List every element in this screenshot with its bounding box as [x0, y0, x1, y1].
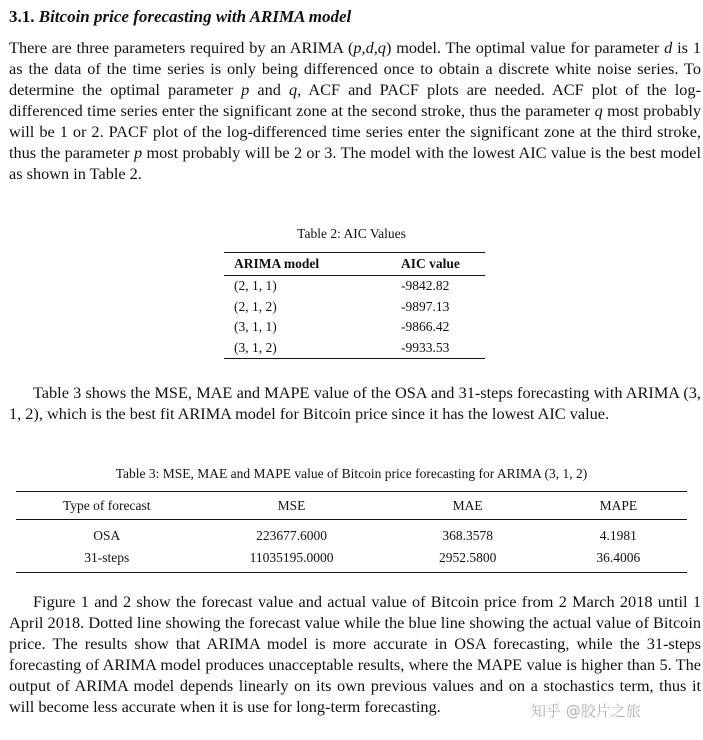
header-arima-model: ARIMA model	[234, 256, 320, 271]
table-row	[224, 297, 485, 318]
cell-model: (3, 1, 1)	[234, 319, 277, 335]
cell-mae: 368.3578	[442, 528, 493, 543]
cell-model: (2, 1, 2)	[234, 298, 277, 314]
p1-params: p,d,q	[353, 38, 386, 57]
cell-mse: 11035195.0000	[249, 550, 334, 565]
table-row	[16, 547, 687, 573]
paragraph-parameters	[9, 37, 701, 184]
p1-text-f: most probably will be 1 or 2. PACF plot of the log-differenced time series enter the significant zone at the third stroke, thus the parameter	[9, 101, 701, 162]
table-row	[224, 317, 485, 338]
section-heading	[9, 6, 351, 28]
paragraph-table3-intro: Table 3 shows the MSE, MAE and MAPE value of the OSA and 31-steps forecasting with ARIMA (3, 1, 2), which is the best fit ARIMA model for Bitcoin price since it has the lowest AIC value.	[9, 383, 701, 423]
p1-text-and: and	[249, 80, 289, 99]
cell-aic: -9897.13	[401, 298, 450, 314]
cell-mse: 223677.6000	[256, 528, 327, 543]
table-error-metrics	[16, 491, 687, 573]
p1-text-c: is 1 as the data of the time series is only being differenced once to obtain a discrete white noise series. To determine the optimal parameter	[9, 38, 701, 99]
table-aic-values	[224, 252, 485, 359]
header-mae: MAE	[452, 497, 483, 513]
header-mape: MAPE	[599, 497, 638, 513]
p1-text-a: There are three parameters required by an ARIMA (	[9, 38, 354, 57]
table-header-row	[224, 253, 485, 276]
table-row	[224, 338, 485, 359]
table3-caption: Table 3: MSE, MAE and MAPE value of Bitcoin price forecasting for ARIMA (3, 1, 2)	[115, 466, 588, 481]
cell-aic: -9933.53	[401, 339, 450, 355]
p1-param-p: p	[241, 80, 250, 99]
cell-forecast-type: 31-steps	[84, 550, 130, 565]
cell-model: (2, 1, 1)	[234, 278, 277, 294]
cell-forecast-type: OSA	[93, 528, 121, 543]
watermark: 知乎 @胶片之旅	[531, 702, 641, 720]
cell-mape: 36.4006	[596, 550, 641, 565]
section-title: Bitcoin price forecasting with ARIMA model	[38, 7, 352, 26]
p1-param-p2: p	[134, 143, 143, 162]
p1-param-d: d	[664, 38, 673, 57]
table-row	[16, 520, 687, 548]
paragraph-figure-discussion: Figure 1 and 2 show the forecast value and actual value of Bitcoin price from 2 March 2018 until 1 April 2018. Dotted line showing the forecast value while the blue line showing the actual value of Bitcoin price. The results show that ARIMA model is more accurate in OSA forecasting, while the 31-steps forecasting of ARIMA model produces unacceptable results, where the MAPE value is higher than 5. The output of ARIMA model depends linearly on its own previous values and on a stochastics term, thus it will become less accurate when it is use for long-term forecasting.	[9, 592, 701, 716]
header-aic-value: AIC value	[401, 256, 460, 271]
section-number: 3.1.	[9, 7, 35, 26]
p1-text-b: ) model. The optimal value for parameter	[385, 38, 665, 57]
cell-mae: 2952.5800	[438, 550, 497, 565]
p1-text-e: , ACF and PACF plots are needed. ACF plot of the log-differenced time series enter the significant zone at the second stroke, thus the parameter	[9, 80, 701, 120]
header-type-of-forecast: Type of forecast	[62, 497, 151, 513]
cell-aic: -9842.82	[401, 278, 450, 294]
table-header-row	[16, 492, 687, 520]
p1-param-q: q	[288, 80, 298, 99]
cell-mape: 4.1981	[599, 528, 637, 543]
header-mse: MSE	[277, 497, 306, 513]
cell-aic: -9866.42	[401, 319, 450, 335]
table2-caption: Table 2: AIC Values	[297, 226, 406, 241]
cell-model: (3, 1, 2)	[234, 339, 277, 355]
p1-text-g: most probably will be 2 or 3. The model with the lowest AIC value is the best model as shown in Table 2.	[9, 143, 701, 183]
p1-param-q2: q	[594, 101, 603, 120]
table-row	[224, 276, 485, 297]
